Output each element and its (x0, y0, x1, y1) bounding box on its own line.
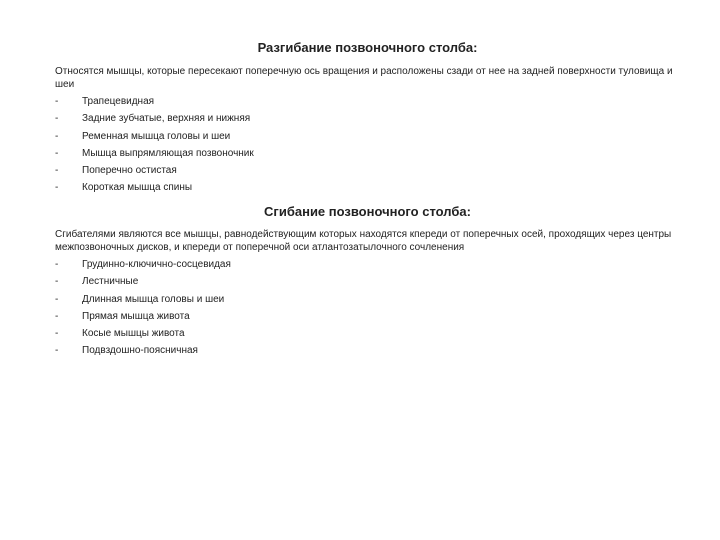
list-item (55, 112, 680, 125)
section-heading: Разгибание позвоночного столба: (257, 40, 478, 55)
list-item (55, 181, 680, 194)
section-flexion (55, 204, 680, 362)
list-item (55, 310, 680, 323)
list-bullet: - (55, 259, 59, 270)
list-bullet: - (55, 310, 59, 322)
list-bullet: - (55, 182, 59, 194)
list-bullet: - (55, 130, 59, 142)
list-bullet: - (55, 328, 59, 340)
list-item (55, 344, 680, 357)
section-intro: Относятся мышцы, которые пересекают поперечную ось вращения и расположены сзади от нее на задней поверхности туловища и шеи (55, 66, 673, 90)
list-item (55, 95, 680, 108)
section-extension (55, 40, 680, 199)
muscle-list (55, 258, 680, 357)
list-item-text: Короткая мышца спины (82, 182, 193, 194)
section-intro: Сгибателями являются все мышцы, равнодействующим которых находятся кпереди от поперечных осей, проходящих через центры межпозвоночных дисков, и кпереди от поперечной оси атлантозатылочного сочленения (55, 229, 672, 253)
list-bullet: - (55, 165, 59, 177)
list-bullet: - (55, 293, 59, 305)
list-item (55, 164, 680, 177)
list-item (55, 258, 680, 271)
list-item (55, 130, 680, 143)
list-bullet: - (55, 113, 59, 125)
list-item-text: Лестничные (82, 276, 139, 288)
list-item-text: Трапецевидная (82, 96, 155, 107)
list-item-text: Подвздошно-поясничная (82, 345, 198, 357)
list-item-text: Длинная мышца головы и шеи (82, 293, 225, 305)
list-item-text: Мышца выпрямляющая позвоночник (82, 147, 254, 159)
list-item-text: Поперечно остистая (82, 165, 177, 177)
list-item-text: Задние зубчатые, верхняя и нижняя (82, 113, 251, 125)
section-heading: Сгибание позвоночного столба: (264, 204, 471, 219)
list-bullet: - (55, 147, 59, 159)
list-item (55, 293, 680, 306)
list-item-text: Ременная мышца головы и шеи (82, 130, 231, 142)
list-bullet: - (55, 96, 59, 107)
list-item (55, 147, 680, 160)
muscle-list (55, 95, 680, 194)
list-bullet: - (55, 276, 59, 288)
list-bullet: - (55, 345, 59, 357)
list-item-text: Косые мышцы живота (82, 328, 185, 340)
list-item-text: Прямая мышца живота (82, 310, 190, 322)
list-item-text: Грудинно-ключично-сосцевидая (82, 259, 231, 270)
list-item (55, 275, 680, 288)
list-item (55, 327, 680, 340)
